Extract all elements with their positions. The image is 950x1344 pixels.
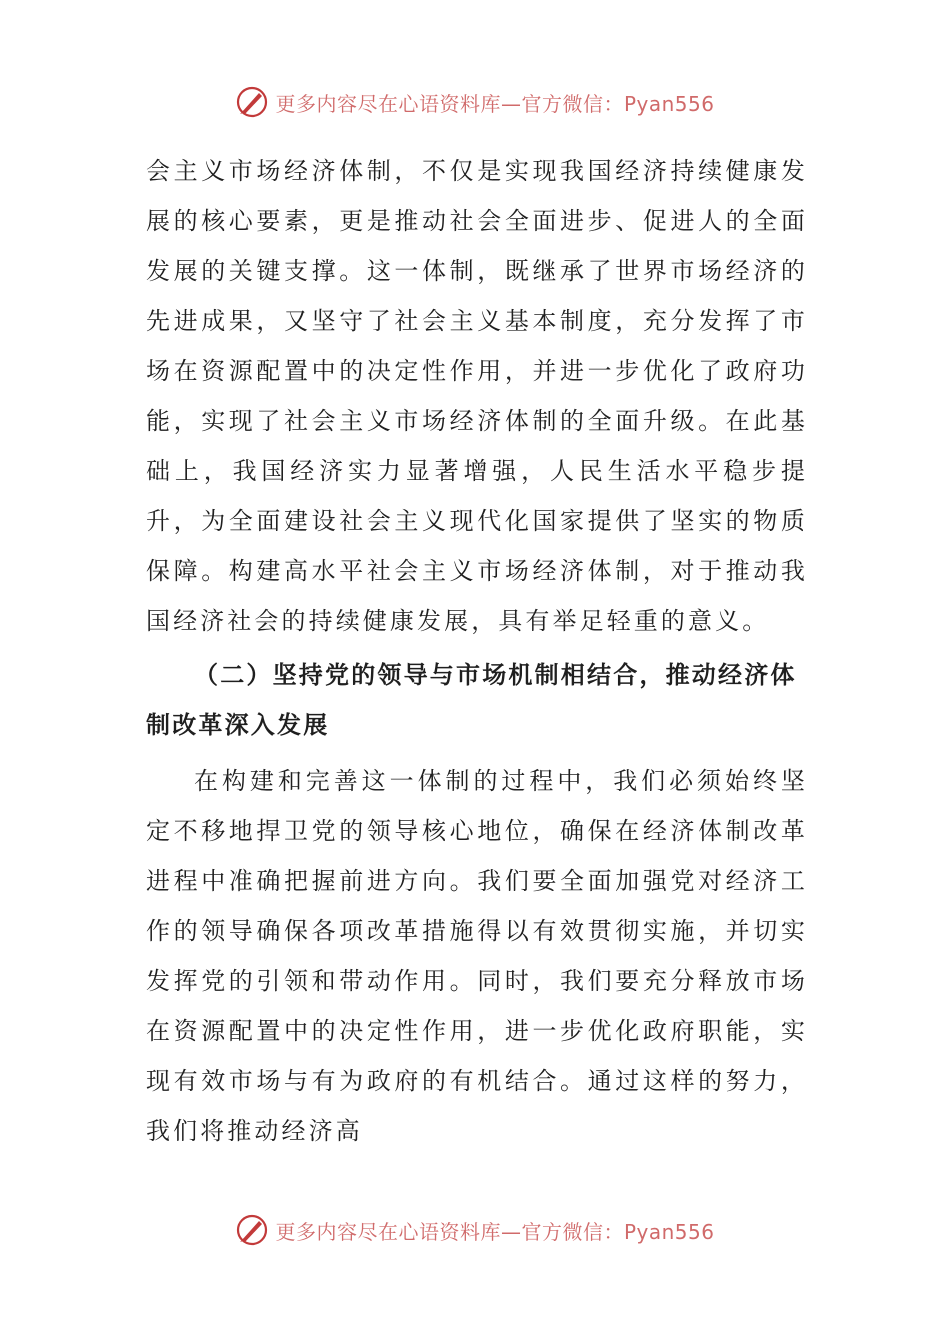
body-paragraph-2: 在构建和完善这一体制的过程中，我们必须始终坚定不移地捍卫党的领导核心地位，确保在经济体制改革进程中准确把握前进方向。我们要全面加强党对经济工作的领导确保各项改革措施得以有效贯彻实施，并切实发挥党的引领和带动作用。同时，我们要充分释放市场在资源配置中的决定性作用，进一步优化政府职能，实现有效市场与有为政府的有机结合。通过这样的努力，我们将推动经济高 xyxy=(146,767,808,1145)
pen-logo-icon xyxy=(235,1213,269,1247)
header-banner xyxy=(0,82,950,122)
body-paragraph-1: 会主义市场经济体制，不仅是实现我国经济持续健康发展的核心要素，更是推动社会全面进步、促进人的全面发展的关键支撑。这一体制，既继承了世界市场经济的先进成果，又坚守了社会主义基本制度，充分发挥了市场在资源配置中的决定性作用，并进一步优化了政府功能，实现了社会主义市场经济体制的全面升级。在此基础上，我国经济实力显著增强，人民生活水平稳步提升，为全面建设社会主义现代化国家提供了坚实的物质保障。构建高水平社会主义市场经济体制，对于推动我国经济社会的持续健康发展，具有举足轻重的意义。 xyxy=(146,157,808,635)
footer-banner xyxy=(0,1210,950,1250)
pen-logo-icon xyxy=(235,85,269,119)
section-heading: （二）坚持党的领导与市场机制相结合，推动经济体制改革深入发展 xyxy=(146,661,797,739)
document-body xyxy=(146,146,808,1156)
footer-banner-text: 更多内容尽在心语资料库—官方微信：Pyan556 xyxy=(275,1219,715,1244)
header-banner-text: 更多内容尽在心语资料库—官方微信：Pyan556 xyxy=(275,91,715,116)
